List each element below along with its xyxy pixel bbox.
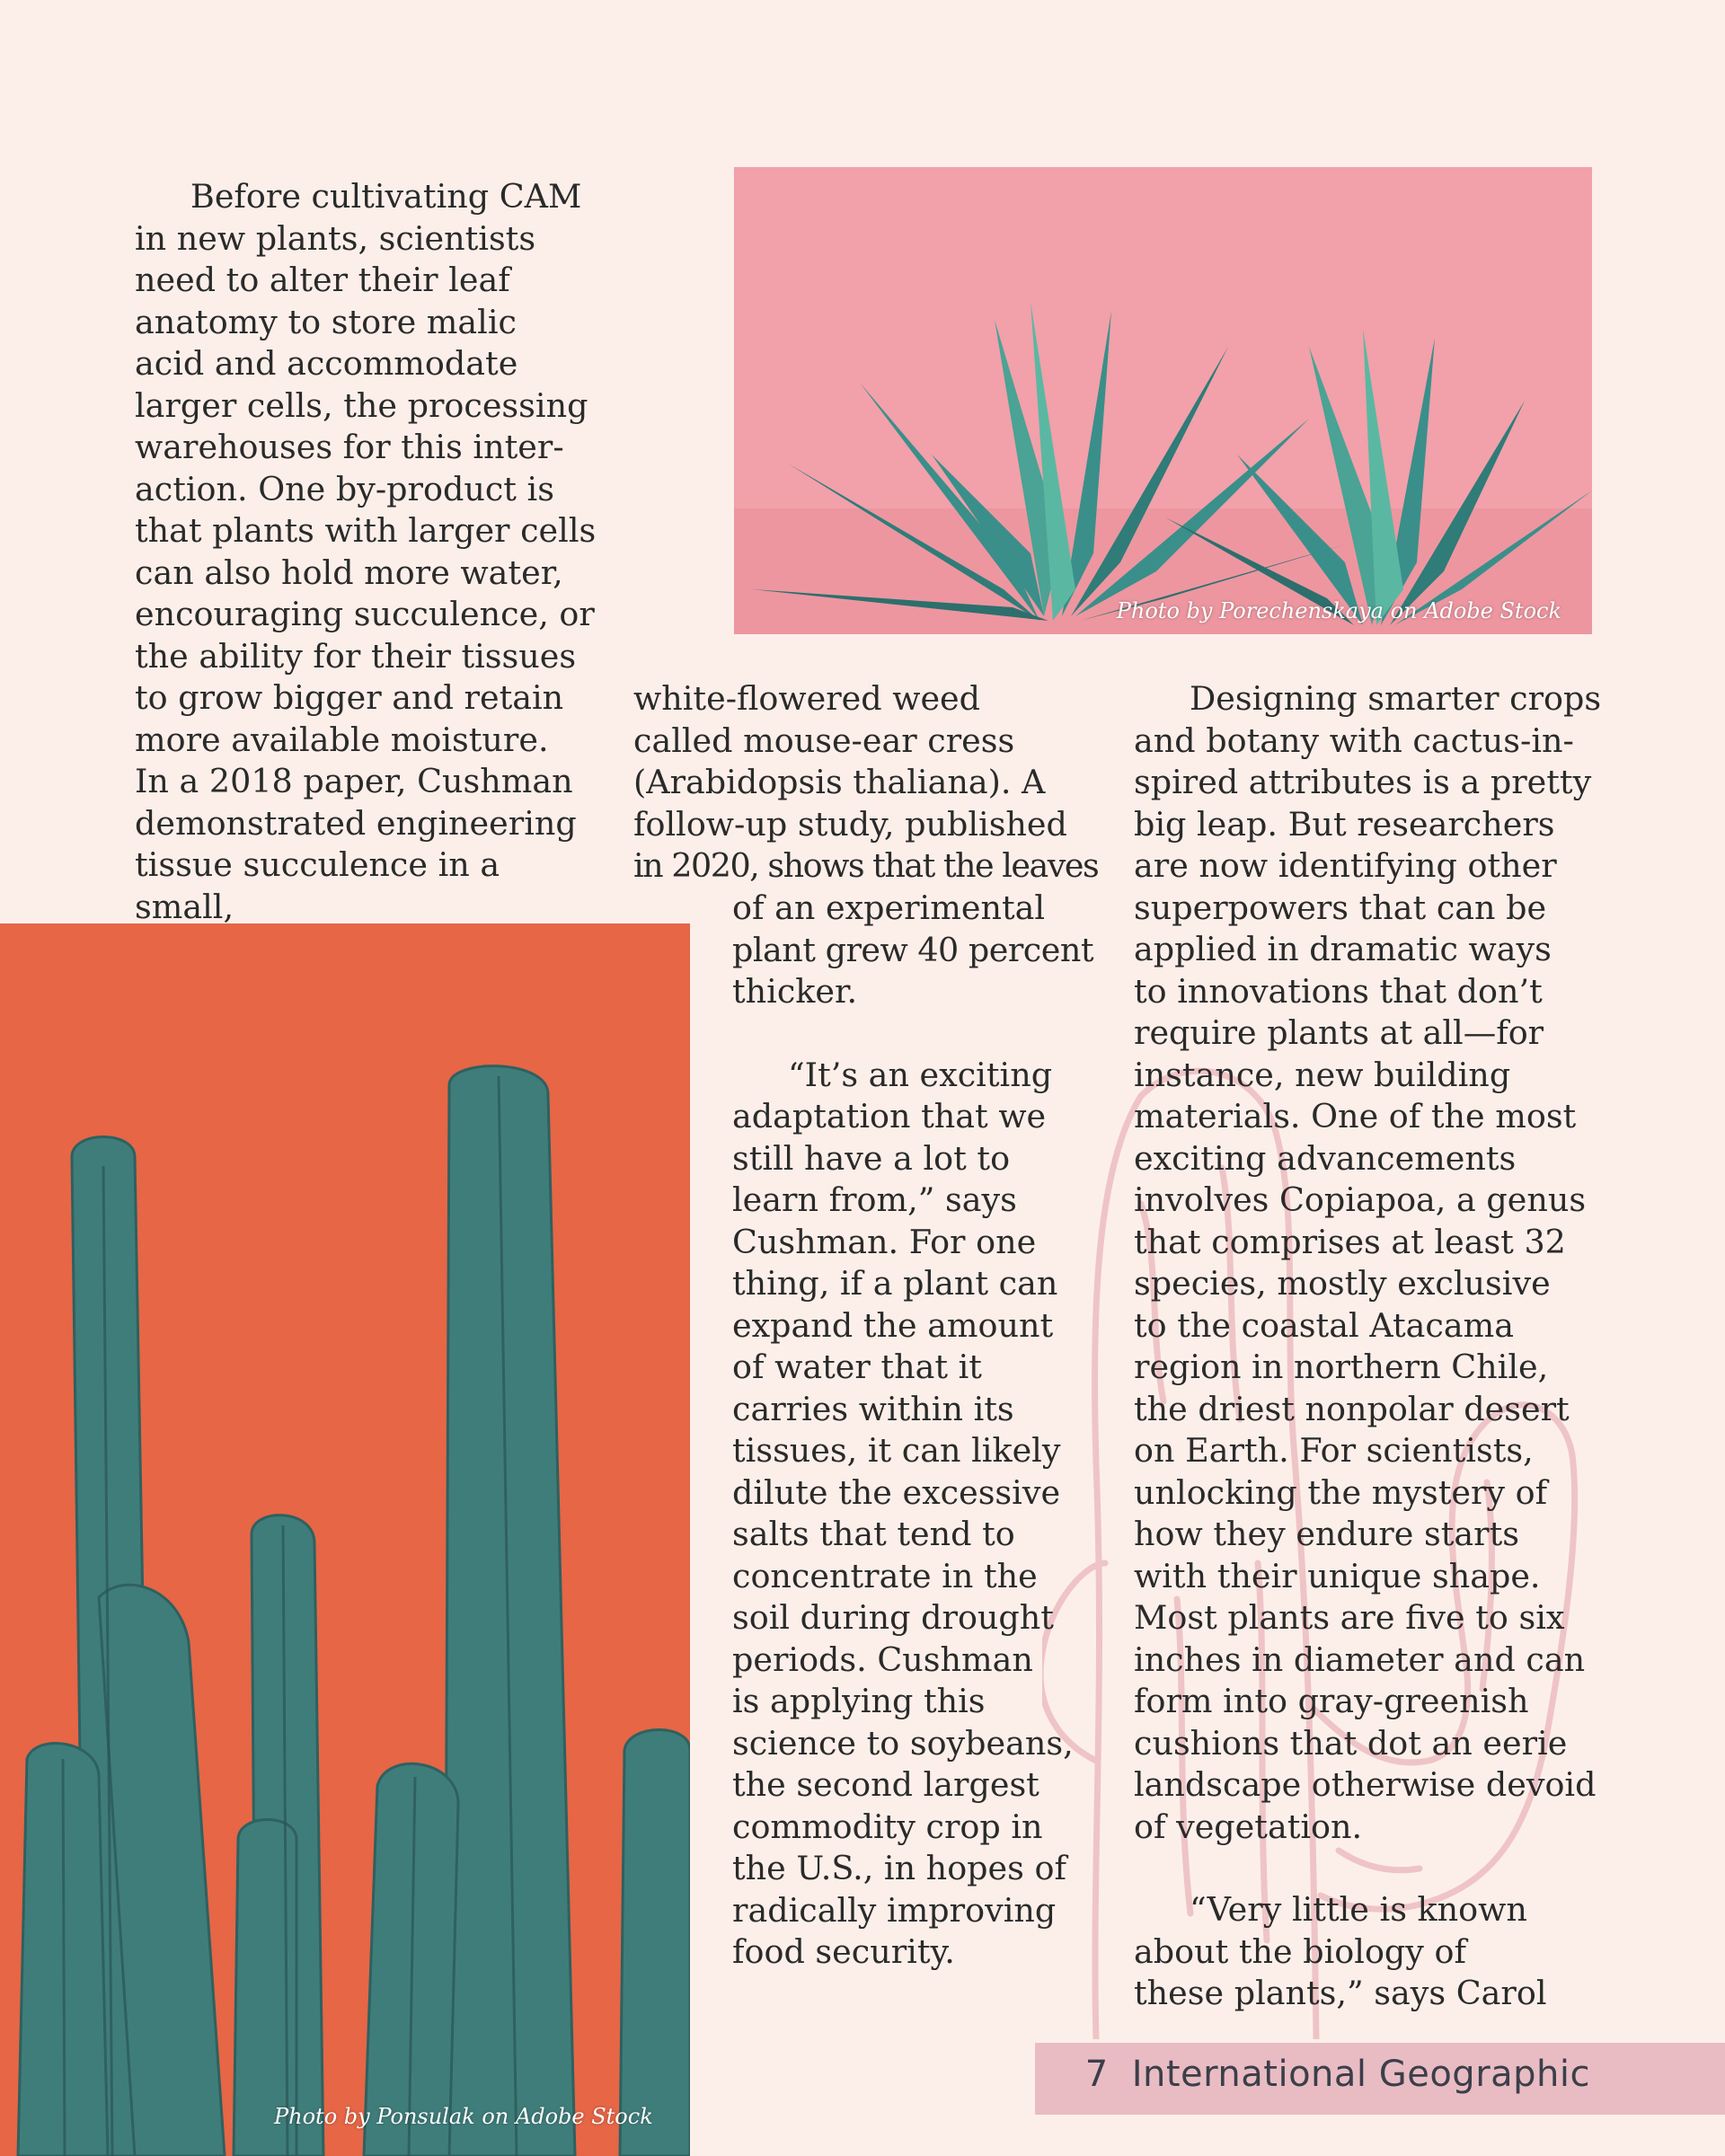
text-line: exciting advancements [1134, 1138, 1517, 1178]
text-line: more available moisture. [135, 720, 549, 759]
page-footer [1035, 2043, 1725, 2115]
text-line: spired attributes is a pretty [1134, 763, 1592, 801]
text-line: encouraging succulence, or [135, 595, 595, 633]
text-line: food security. [732, 1932, 955, 1971]
text-line: demonstrated engineering [135, 803, 577, 843]
text-line: and botany with cactus-in- [1134, 720, 1574, 760]
text-line: big leap. But researchers [1134, 804, 1555, 844]
footer-label [1085, 2054, 1590, 2095]
text-line: unlocking the mystery of [1134, 1472, 1548, 1512]
text-line: salts that tend to [732, 1515, 1015, 1553]
text-line: warehouses for this inter- [135, 428, 564, 466]
cactus-photo [0, 923, 690, 2156]
text-line: cushions that dot an eerie [1134, 1723, 1568, 1763]
text-line: learn from,” says [732, 1180, 1017, 1219]
text-line: form into gray-greenish [1134, 1682, 1529, 1720]
text-line: in new plants, scientists [135, 218, 536, 258]
text-line: follow-up study, published [633, 804, 1067, 844]
column-2-body [732, 888, 1110, 1974]
text-line: to innovations that don’t [1134, 971, 1543, 1011]
text-line: Most plants are five to six [1134, 1598, 1565, 1637]
text-line: concentrate in the [732, 1556, 1038, 1595]
text-line: still have a lot to [732, 1138, 1011, 1178]
text-line: white-flowered weed [633, 679, 981, 718]
text-line: of vegetation. [1134, 1807, 1363, 1846]
column-1 [135, 176, 602, 928]
text-line: science to soybeans, [732, 1723, 1074, 1763]
text-line: with their unique shape. [1134, 1556, 1541, 1595]
text-line: thing, if a plant can [732, 1264, 1058, 1303]
page-number: 7 [1084, 2054, 1109, 2095]
text-line: action. One by-product is [135, 469, 554, 508]
text-line: of water that it [732, 1348, 982, 1386]
text-line: materials. One of the most [1134, 1097, 1577, 1135]
text-line: about the biology of [1134, 1931, 1466, 1971]
text-line: how they endure starts [1134, 1515, 1519, 1553]
text-line: instance, new building [1134, 1055, 1511, 1094]
text-line: “It’s an exciting [788, 1055, 1053, 1094]
text-line: tissues, it can likely [732, 1431, 1061, 1470]
text-line: called mouse-ear cress [633, 720, 1015, 760]
text-line: are now identifying other [1134, 846, 1557, 885]
text-line: expand the amount [732, 1305, 1054, 1345]
text-line: to grow bigger and retain [135, 678, 564, 717]
text-line: of an experimental [732, 888, 1046, 927]
text-line: the ability for their tissues [135, 636, 577, 676]
text-line: radically improving [732, 1890, 1057, 1930]
text-line: carries within its [732, 1389, 1014, 1428]
text-line: soil during drought [732, 1598, 1054, 1637]
text-line: require plants at all—for [1134, 1013, 1544, 1052]
text-line: need to alter their leaf [135, 261, 510, 299]
text-line: Before cultivating CAM [190, 177, 582, 216]
text-line: region in northern Chile, [1134, 1348, 1549, 1386]
text-line: plant grew 40 percent [732, 930, 1094, 969]
text-line: on Earth. For scientists, [1134, 1431, 1534, 1470]
publication-name: International Geographic [1131, 2054, 1590, 2095]
text-line: landscape otherwise devoid [1134, 1765, 1597, 1804]
text-line: species, mostly exclusive [1134, 1264, 1551, 1303]
text-line: (Arabidopsis thaliana). A [633, 763, 1046, 801]
text-line: the U.S., in hopes of [732, 1849, 1066, 1887]
text-line: the second largest [732, 1765, 1039, 1804]
text-line: adaptation that we [732, 1097, 1047, 1135]
text-line: in 2020, shows that the leaves [633, 846, 1099, 885]
column-3 [1134, 678, 1619, 2015]
text-line: superpowers that can be [1134, 888, 1547, 927]
text-line: that comprises at least 32 [1134, 1222, 1566, 1261]
text-line: “Very little is known [1190, 1890, 1527, 1929]
text-line: tissue succulence in a small, [135, 845, 500, 926]
agave-photo-credit: Photo by Porechenskaya on Adobe Stock [1116, 598, 1561, 623]
text-line: periods. Cushman [732, 1639, 1033, 1679]
text-line: these plants,” says Carol [1134, 1974, 1547, 2012]
text-line: thicker. [732, 972, 858, 1011]
text-line: Cushman. For one [732, 1222, 1037, 1261]
text-line: is applying this [732, 1682, 986, 1720]
column-2-top [633, 678, 1101, 888]
text-line: that plants with larger cells [135, 511, 597, 550]
text-line: In a 2018 paper, Cushman [135, 762, 573, 800]
text-line: the driest nonpolar desert [1134, 1389, 1570, 1428]
text-line: Designing smarter crops [1190, 679, 1602, 718]
text-line: inches in diameter and can [1134, 1639, 1586, 1679]
text-line: commodity crop in [732, 1807, 1043, 1846]
text-line: anatomy to store malic [135, 302, 517, 341]
text-line: to the coastal Atacama [1134, 1305, 1514, 1345]
text-line: involves Copiapoa, a genus [1134, 1180, 1587, 1219]
cactus-photo-credit: Photo by Ponsulak on Adobe Stock [274, 2104, 653, 2129]
text-line: dilute the excessive [732, 1472, 1061, 1512]
agave-photo [734, 167, 1592, 634]
text-line: acid and accommodate [135, 344, 518, 383]
text-line: applied in dramatic ways [1134, 930, 1552, 968]
text-line: larger cells, the processing [135, 385, 588, 425]
text-line: can also hold more water, [135, 552, 563, 592]
